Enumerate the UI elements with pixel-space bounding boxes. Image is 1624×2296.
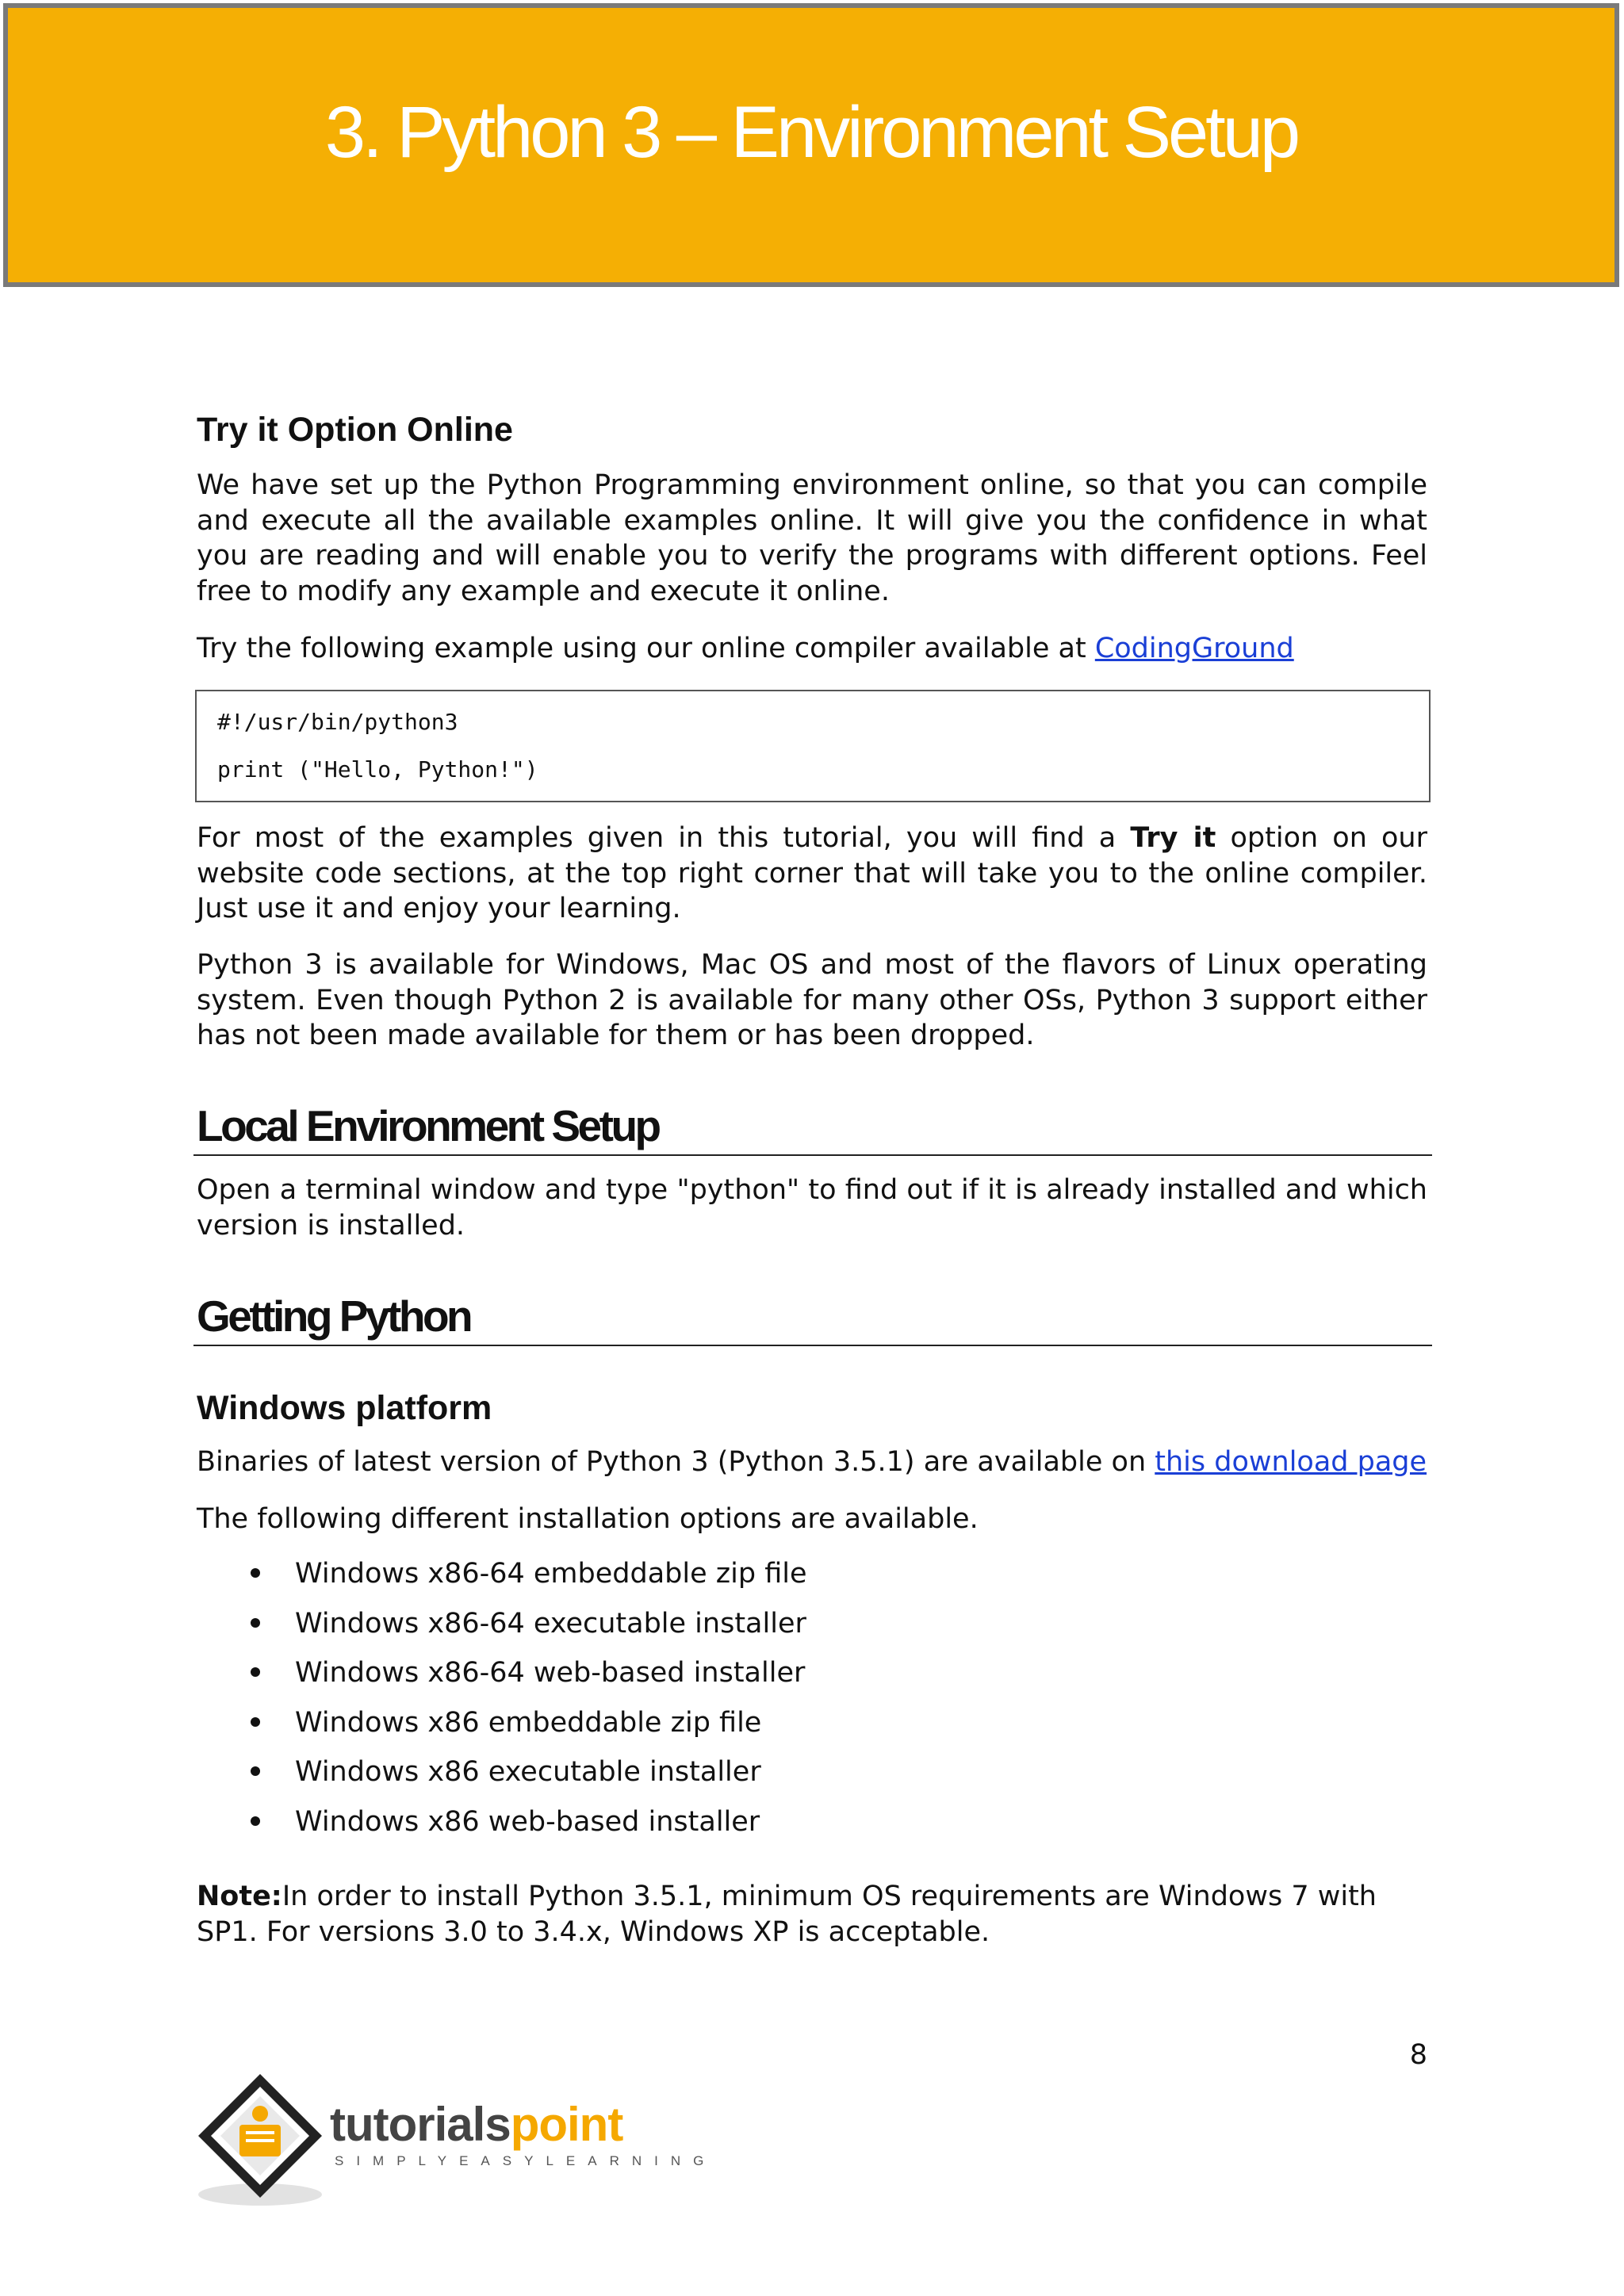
try-it-text-before: For most of the examples given in this tutorial, you will find a	[197, 822, 1131, 854]
logo-tagline: SIMPLYEASYLEARNING	[335, 2153, 717, 2168]
bullet-icon	[251, 1717, 260, 1727]
list-item	[197, 1703, 807, 1753]
heading-underline	[193, 1345, 1432, 1346]
list-item-label: Windows x86 embeddable zip file	[295, 1706, 762, 1739]
list-item-label: Windows x86-64 embeddable zip file	[295, 1558, 807, 1590]
heading-getting-python: Getting Python	[197, 1292, 471, 1341]
download-page-link[interactable]: this download page	[1155, 1446, 1427, 1478]
paragraph-note	[197, 1879, 1427, 1950]
logo-emblem-icon	[195, 2069, 330, 2212]
try-example-text: Try the following example using our online compiler available at	[197, 633, 1095, 664]
logo-word-point: point	[510, 2098, 623, 2151]
try-it-bold: Try it	[1130, 822, 1216, 854]
list-item	[197, 1752, 807, 1802]
codingground-link[interactable]: CodingGround	[1094, 633, 1294, 664]
heading-try-it-online: Try it Option Online	[197, 411, 513, 449]
logo-word-tutorials: tutorials	[330, 2098, 511, 2151]
list-item	[197, 1802, 807, 1852]
note-label: Note:	[197, 1881, 282, 1912]
bullet-icon	[251, 1667, 260, 1677]
list-item-label: Windows x86 executable installer	[295, 1756, 761, 1789]
bullet-icon	[251, 1568, 260, 1578]
list-item-label: Windows x86-64 web-based installer	[295, 1657, 806, 1689]
paragraph-try-example	[197, 631, 1427, 667]
code-line-print: print ("Hello, Python!")	[217, 756, 538, 783]
list-item	[197, 1604, 807, 1654]
paragraph-options-intro: The following different installation options are available.	[197, 1503, 979, 1535]
logo-wordmark	[330, 2098, 623, 2151]
installation-options-list	[197, 1554, 807, 1852]
paragraph-availability: Python 3 is available for Windows, Mac OS and most of the flavors of Linux operating system. Even though Python 2 is available for many other OSs, Python 3 support either has not been made available for them or has been dropped.	[197, 949, 1427, 1051]
tutorialspoint-logo	[195, 2069, 717, 2212]
list-item	[197, 1554, 807, 1604]
code-line-shebang: #!/usr/bin/python3	[217, 709, 458, 735]
heading-windows-platform: Windows platform	[197, 1389, 492, 1427]
note-text: In order to install Python 3.5.1, minimum OS requirements are Windows 7 with SP1. For versions 3.0 to 3.4.x, Windows XP is acceptable.	[197, 1881, 1377, 1948]
paragraph-terminal: Open a terminal window and type "python" to find out if it is already installed and which version is installed.	[197, 1174, 1427, 1242]
paragraph-try-it-option	[197, 821, 1427, 927]
heading-underline	[193, 1154, 1432, 1156]
heading-local-environment: Local Environment Setup	[197, 1101, 659, 1150]
binaries-text: Binaries of latest version of Python 3 (Python 3.5.1) are available on	[197, 1446, 1155, 1478]
chapter-banner	[3, 3, 1619, 287]
try-it-text-after: option on our website code sections, at the top right corner that will take you to the online compiler. Just use it and enjoy your learning.	[197, 822, 1427, 924]
code-block	[195, 690, 1431, 802]
paragraph-binaries	[197, 1445, 1427, 1480]
bullet-icon	[251, 1766, 260, 1776]
list-item-label: Windows x86 web-based installer	[295, 1805, 760, 1838]
list-item-label: Windows x86-64 executable installer	[295, 1607, 806, 1640]
list-item	[197, 1653, 807, 1703]
chapter-title: 3. Python 3 – Environment Setup	[324, 92, 1298, 173]
paragraph-intro: We have set up the Python Programming environment online, so that you can compile and execute all the available examples online. It will give you the confidence in what you are reading and will enable you to verify the programs with different options. Feel free to modify any example and execute it online.	[197, 469, 1427, 607]
bullet-icon	[251, 1618, 260, 1628]
page-number: 8	[1409, 2039, 1427, 2071]
bullet-icon	[251, 1816, 260, 1826]
